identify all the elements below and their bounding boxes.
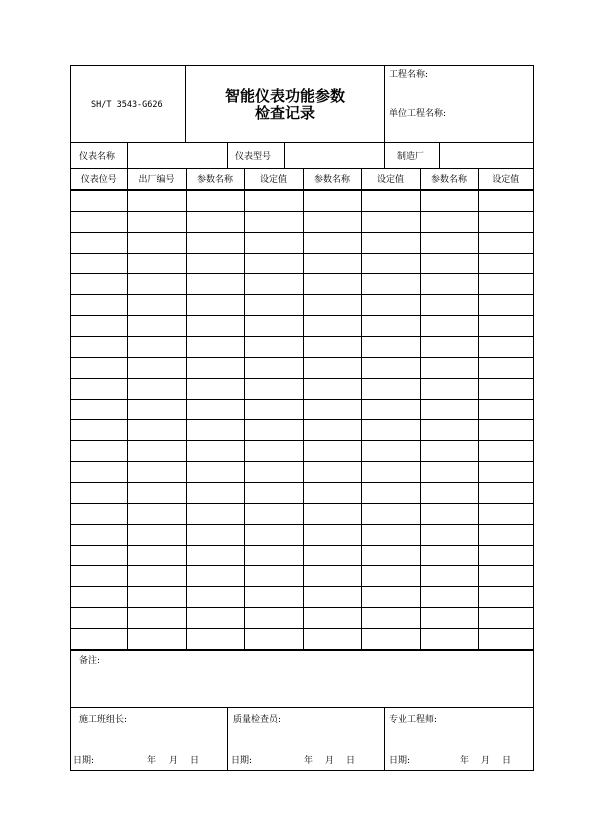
- table-cell[interactable]: [420, 274, 478, 295]
- day-label: 日: [346, 756, 356, 766]
- table-cell[interactable]: [420, 337, 478, 358]
- table-cell[interactable]: [244, 316, 303, 337]
- column-header: 设定值: [244, 168, 303, 190]
- table-cell[interactable]: [303, 274, 361, 295]
- table-cell[interactable]: [478, 483, 533, 504]
- table-cell[interactable]: [303, 483, 361, 504]
- table-row: [71, 399, 533, 420]
- table-cell[interactable]: [127, 357, 186, 378]
- table-cell[interactable]: [71, 316, 127, 337]
- table-cell[interactable]: [361, 337, 420, 358]
- table-cell[interactable]: [361, 608, 420, 629]
- table-row: [71, 253, 533, 274]
- table-cell[interactable]: [71, 566, 127, 587]
- standard-code: SH/T 3543-G626: [91, 100, 163, 110]
- table-cell[interactable]: [478, 274, 533, 295]
- table-row: [71, 462, 533, 483]
- table-cell[interactable]: [186, 608, 244, 629]
- table-cell[interactable]: [244, 629, 303, 650]
- team-leader-label: 施工班组长:: [79, 715, 128, 725]
- title-line-1: 智能仪表功能参数: [224, 87, 345, 105]
- table-cell[interactable]: [244, 462, 303, 483]
- table-cell[interactable]: [186, 399, 244, 420]
- table-cell[interactable]: [244, 545, 303, 566]
- column-header: 设定值: [478, 168, 533, 190]
- table-cell[interactable]: [361, 253, 420, 274]
- table-cell[interactable]: [361, 378, 420, 399]
- column-header: 参数名称: [186, 168, 244, 190]
- table-cell[interactable]: [303, 503, 361, 524]
- table-cell[interactable]: [186, 545, 244, 566]
- table-row: [71, 483, 533, 504]
- table-cell[interactable]: [127, 587, 186, 608]
- table-cell[interactable]: [127, 253, 186, 274]
- table-cell[interactable]: [478, 587, 533, 608]
- table-row: [71, 337, 533, 358]
- table-cell[interactable]: [420, 253, 478, 274]
- table-row: [71, 378, 533, 399]
- column-header: 出厂编号: [127, 168, 186, 190]
- table-cell[interactable]: [478, 316, 533, 337]
- table-cell[interactable]: [420, 420, 478, 441]
- table-cell[interactable]: [186, 483, 244, 504]
- title-line-2: 检查记录: [254, 104, 315, 122]
- table-cell[interactable]: [71, 483, 127, 504]
- table-cell[interactable]: [420, 629, 478, 650]
- table-row: [71, 232, 533, 253]
- table-cell[interactable]: [127, 545, 186, 566]
- column-header: 参数名称: [303, 168, 361, 190]
- year-label: 年: [147, 756, 157, 766]
- column-header: 设定值: [361, 168, 420, 190]
- table-cell[interactable]: [127, 524, 186, 545]
- table-cell[interactable]: [420, 483, 478, 504]
- table-cell[interactable]: [127, 629, 186, 650]
- table-cell[interactable]: [127, 399, 186, 420]
- table-cell[interactable]: [186, 295, 244, 316]
- table-cell[interactable]: [420, 441, 478, 462]
- table-cell[interactable]: [420, 503, 478, 524]
- table-cell[interactable]: [186, 420, 244, 441]
- table-cell[interactable]: [244, 191, 303, 212]
- divider: [384, 707, 385, 770]
- table-cell[interactable]: [478, 357, 533, 378]
- table-cell[interactable]: [420, 545, 478, 566]
- form-title: [186, 88, 384, 122]
- table-cell[interactable]: [420, 357, 478, 378]
- date-label: 日期:: [389, 756, 411, 766]
- table-cell[interactable]: [361, 295, 420, 316]
- table-cell[interactable]: [127, 295, 186, 316]
- table-cell[interactable]: [361, 587, 420, 608]
- table-cell[interactable]: [244, 337, 303, 358]
- table-cell[interactable]: [71, 211, 127, 232]
- day-label: 日: [502, 756, 512, 766]
- table-cell[interactable]: [478, 629, 533, 650]
- table-cell[interactable]: [186, 316, 244, 337]
- year-label: 年: [304, 756, 314, 766]
- table-cell[interactable]: [420, 378, 478, 399]
- table-cell[interactable]: [303, 587, 361, 608]
- table-cell[interactable]: [303, 420, 361, 441]
- table-row: [71, 441, 533, 462]
- table-cell[interactable]: [303, 608, 361, 629]
- table-cell[interactable]: [244, 295, 303, 316]
- table-cell[interactable]: [420, 316, 478, 337]
- table-cell[interactable]: [361, 274, 420, 295]
- table-cell[interactable]: [127, 420, 186, 441]
- table-cell[interactable]: [71, 378, 127, 399]
- table-cell[interactable]: [244, 524, 303, 545]
- table-cell[interactable]: [186, 462, 244, 483]
- table-cell[interactable]: [361, 191, 420, 212]
- table-cell[interactable]: [303, 191, 361, 212]
- table-cell[interactable]: [71, 232, 127, 253]
- table-cell[interactable]: [478, 441, 533, 462]
- project-name-label: 工程名称:: [389, 70, 429, 80]
- table-cell[interactable]: [127, 462, 186, 483]
- table-cell[interactable]: [127, 441, 186, 462]
- table-cell[interactable]: [71, 629, 127, 650]
- date-label: 日期:: [231, 756, 253, 766]
- table-cell[interactable]: [186, 378, 244, 399]
- divider: [71, 142, 533, 143]
- table-cell[interactable]: [303, 253, 361, 274]
- table-cell[interactable]: [71, 503, 127, 524]
- table-cell[interactable]: [361, 211, 420, 232]
- table-cell[interactable]: [186, 587, 244, 608]
- table-cell[interactable]: [420, 211, 478, 232]
- table-cell[interactable]: [244, 378, 303, 399]
- table-cell[interactable]: [361, 566, 420, 587]
- table-cell[interactable]: [127, 483, 186, 504]
- table-cell[interactable]: [71, 191, 127, 212]
- table-cell[interactable]: [361, 357, 420, 378]
- table-cell[interactable]: [186, 337, 244, 358]
- table-cell[interactable]: [303, 378, 361, 399]
- divider: [384, 66, 385, 142]
- table-row: [71, 274, 533, 295]
- table-cell[interactable]: [127, 608, 186, 629]
- month-label: 月: [325, 756, 335, 766]
- table-cell[interactable]: [420, 587, 478, 608]
- table-cell[interactable]: [127, 316, 186, 337]
- table-cell[interactable]: [244, 253, 303, 274]
- table-row: [71, 357, 533, 378]
- table-cell[interactable]: [71, 253, 127, 274]
- unit-project-label: 单位工程名称:: [389, 109, 447, 119]
- table-cell[interactable]: [361, 420, 420, 441]
- table-row: [71, 316, 533, 337]
- table-cell[interactable]: [420, 399, 478, 420]
- table-cell[interactable]: [420, 232, 478, 253]
- table-cell[interactable]: [127, 378, 186, 399]
- divider: [439, 142, 440, 168]
- table-cell[interactable]: [361, 629, 420, 650]
- table-cell[interactable]: [420, 295, 478, 316]
- table-cell[interactable]: [361, 316, 420, 337]
- table-row: [71, 545, 533, 566]
- instrument-name-label: 仪表名称: [79, 152, 116, 162]
- date-label: 日期:: [73, 756, 95, 766]
- divider: [71, 707, 533, 708]
- table-cell[interactable]: [303, 629, 361, 650]
- table-row: [71, 191, 533, 212]
- table-cell[interactable]: [186, 566, 244, 587]
- table-row: [71, 295, 533, 316]
- table-cell[interactable]: [478, 420, 533, 441]
- table-cell[interactable]: [71, 399, 127, 420]
- table-row: [71, 420, 533, 441]
- table-cell[interactable]: [186, 191, 244, 212]
- table-cell[interactable]: [127, 191, 186, 212]
- table-cell[interactable]: [478, 545, 533, 566]
- table-cell[interactable]: [478, 524, 533, 545]
- column-header-row: [71, 168, 533, 190]
- table-cell[interactable]: [420, 524, 478, 545]
- table-cell[interactable]: [71, 462, 127, 483]
- table-cell[interactable]: [127, 232, 186, 253]
- table-cell[interactable]: [244, 211, 303, 232]
- divider: [71, 650, 533, 651]
- table-cell[interactable]: [361, 545, 420, 566]
- table-row: [71, 503, 533, 524]
- divider: [384, 142, 385, 168]
- table-cell[interactable]: [244, 608, 303, 629]
- year-label: 年: [460, 756, 470, 766]
- divider: [127, 142, 128, 168]
- table-cell[interactable]: [478, 503, 533, 524]
- table-cell[interactable]: [71, 420, 127, 441]
- column-header: 仪表位号: [71, 168, 127, 190]
- table-cell[interactable]: [127, 211, 186, 232]
- month-label: 月: [169, 756, 179, 766]
- instrument-model-label: 仪表型号: [235, 152, 272, 162]
- divider: [227, 707, 228, 770]
- table-cell[interactable]: [361, 503, 420, 524]
- specialist-engineer-label: 专业工程师:: [389, 715, 438, 725]
- table-cell[interactable]: [303, 462, 361, 483]
- table-row: [71, 608, 533, 629]
- table-cell[interactable]: [186, 274, 244, 295]
- table-cell[interactable]: [186, 524, 244, 545]
- table-cell[interactable]: [71, 608, 127, 629]
- table-cell[interactable]: [244, 441, 303, 462]
- table-cell[interactable]: [127, 337, 186, 358]
- parameter-table: [71, 190, 533, 650]
- table-cell[interactable]: [244, 566, 303, 587]
- day-label: 日: [190, 756, 200, 766]
- table-cell[interactable]: [186, 629, 244, 650]
- table-cell[interactable]: [244, 399, 303, 420]
- table-cell[interactable]: [478, 295, 533, 316]
- table-cell[interactable]: [244, 587, 303, 608]
- column-header: 参数名称: [420, 168, 478, 190]
- table-cell[interactable]: [303, 399, 361, 420]
- quality-inspector-label: 质量检查员:: [233, 715, 282, 725]
- table-cell[interactable]: [478, 462, 533, 483]
- remarks-label: 备注:: [79, 656, 101, 666]
- table-cell[interactable]: [186, 357, 244, 378]
- table-row: [71, 566, 533, 587]
- table-cell[interactable]: [127, 503, 186, 524]
- table-cell[interactable]: [71, 357, 127, 378]
- table-cell[interactable]: [244, 483, 303, 504]
- table-cell[interactable]: [478, 337, 533, 358]
- month-label: 月: [481, 756, 491, 766]
- table-cell[interactable]: [127, 566, 186, 587]
- table-cell[interactable]: [71, 295, 127, 316]
- table-cell[interactable]: [71, 545, 127, 566]
- table-cell[interactable]: [303, 566, 361, 587]
- table-cell[interactable]: [186, 211, 244, 232]
- table-cell[interactable]: [244, 357, 303, 378]
- table-cell[interactable]: [478, 191, 533, 212]
- table-cell[interactable]: [127, 274, 186, 295]
- table-cell[interactable]: [244, 503, 303, 524]
- table-cell[interactable]: [244, 420, 303, 441]
- table-cell[interactable]: [186, 232, 244, 253]
- table-cell[interactable]: [71, 274, 127, 295]
- table-cell[interactable]: [361, 462, 420, 483]
- table-cell[interactable]: [420, 608, 478, 629]
- divider: [227, 142, 228, 168]
- table-cell[interactable]: [186, 441, 244, 462]
- table-cell[interactable]: [244, 232, 303, 253]
- divider: [284, 142, 285, 168]
- table-cell[interactable]: [478, 378, 533, 399]
- table-cell[interactable]: [420, 566, 478, 587]
- table-cell[interactable]: [478, 399, 533, 420]
- table-cell[interactable]: [71, 587, 127, 608]
- table-row: [71, 524, 533, 545]
- table-row: [71, 211, 533, 232]
- table-cell[interactable]: [478, 211, 533, 232]
- table-cell[interactable]: [361, 441, 420, 462]
- inspection-form: [70, 65, 534, 771]
- table-cell[interactable]: [420, 462, 478, 483]
- table-cell[interactable]: [303, 524, 361, 545]
- table-cell[interactable]: [361, 232, 420, 253]
- table-cell[interactable]: [478, 232, 533, 253]
- table-cell[interactable]: [71, 337, 127, 358]
- table-cell[interactable]: [361, 483, 420, 504]
- table-cell[interactable]: [303, 337, 361, 358]
- table-cell[interactable]: [303, 211, 361, 232]
- table-cell[interactable]: [303, 316, 361, 337]
- table-cell[interactable]: [303, 295, 361, 316]
- table-cell[interactable]: [303, 441, 361, 462]
- table-cell[interactable]: [420, 191, 478, 212]
- manufacturer-label: 制造厂: [397, 152, 425, 162]
- table-cell[interactable]: [71, 524, 127, 545]
- table-row: [71, 587, 533, 608]
- table-cell[interactable]: [303, 357, 361, 378]
- table-cell[interactable]: [244, 274, 303, 295]
- table-cell[interactable]: [478, 253, 533, 274]
- table-cell[interactable]: [478, 566, 533, 587]
- table-row: [71, 629, 533, 650]
- table-cell[interactable]: [303, 232, 361, 253]
- table-cell[interactable]: [478, 608, 533, 629]
- table-cell[interactable]: [186, 253, 244, 274]
- table-cell[interactable]: [303, 545, 361, 566]
- table-cell[interactable]: [361, 399, 420, 420]
- table-cell[interactable]: [186, 503, 244, 524]
- table-cell[interactable]: [361, 524, 420, 545]
- table-cell[interactable]: [71, 441, 127, 462]
